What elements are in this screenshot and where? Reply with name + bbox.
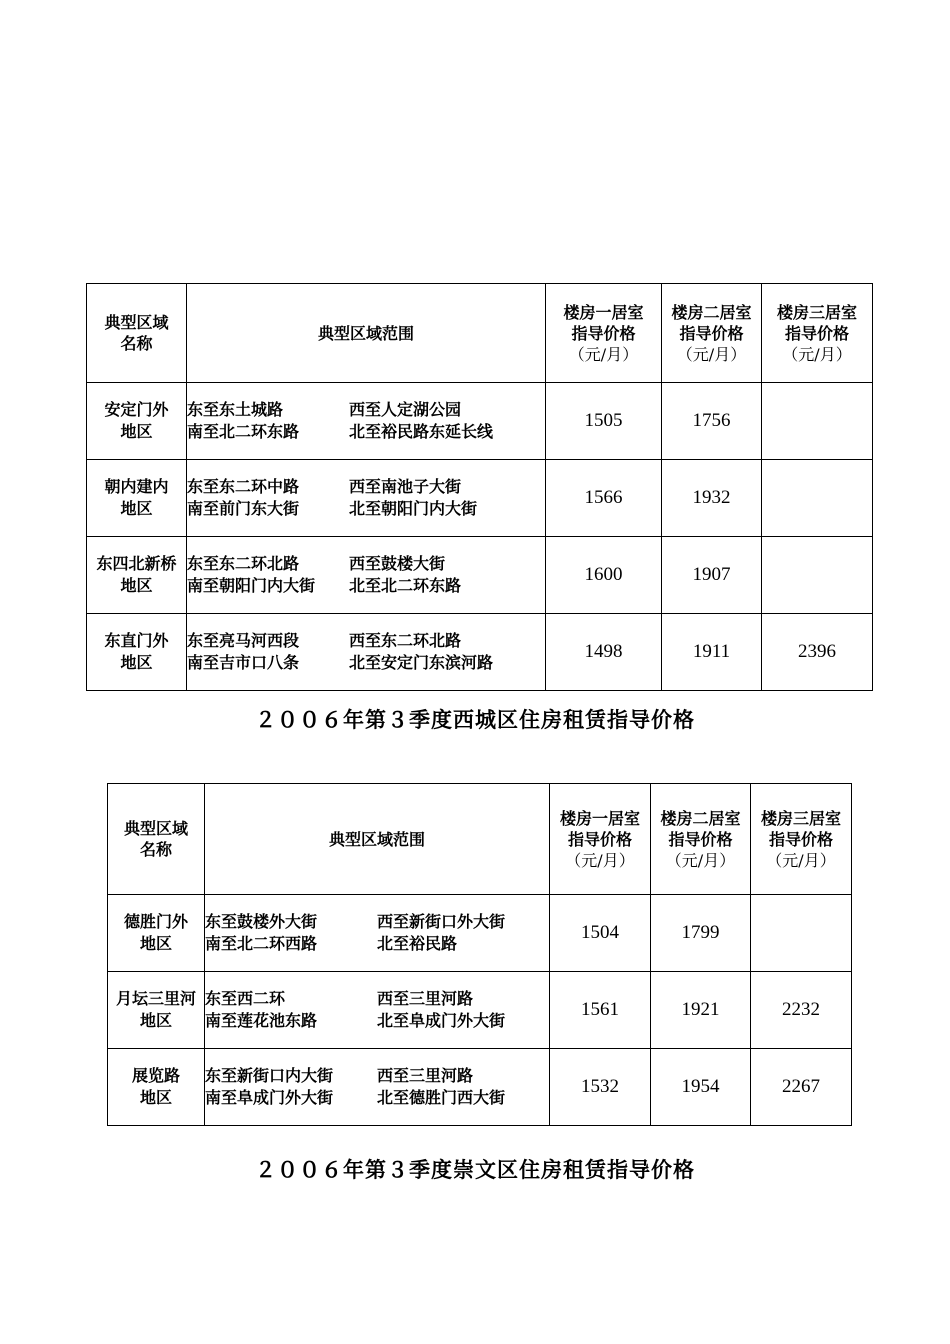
table-row xyxy=(87,460,873,537)
area-name: 展览路 地区 xyxy=(108,1049,205,1126)
header-three-room-price: 楼房三居室 指导价格 （元/月） xyxy=(751,784,852,895)
area-name: 东直门外 地区 xyxy=(87,614,187,691)
area-range: 东至东二环中路 西至南池子大街 南至前门东大街 北至朝阳门内大街 xyxy=(187,460,546,537)
table-row xyxy=(108,972,852,1049)
table-row xyxy=(108,1049,852,1126)
header-one-room-price: 楼房一居室 指导价格 （元/月） xyxy=(546,284,662,383)
table-row xyxy=(87,537,873,614)
rental-price-table-1 xyxy=(86,283,873,691)
table-row xyxy=(87,383,873,460)
rental-price-table-2 xyxy=(107,783,852,1126)
area-range: 东至鼓楼外大街 西至新街口外大街 南至北二环西路 北至裕民路 xyxy=(205,895,550,972)
header-area-range: 典型区域范围 xyxy=(187,284,546,383)
header-two-room-price: 楼房二居室 指导价格 （元/月） xyxy=(662,284,762,383)
three-room-price xyxy=(762,383,873,460)
three-room-price: 2232 xyxy=(751,972,852,1049)
two-room-price: 1799 xyxy=(651,895,751,972)
area-name: 德胜门外 地区 xyxy=(108,895,205,972)
two-room-price: 1756 xyxy=(662,383,762,460)
area-range: 东至亮马河西段 西至东二环北路 南至吉市口八条 北至安定门东滨河路 xyxy=(187,614,546,691)
two-room-price: 1921 xyxy=(651,972,751,1049)
one-room-price: 1532 xyxy=(550,1049,651,1126)
one-room-price: 1566 xyxy=(546,460,662,537)
area-name: 东四北新桥 地区 xyxy=(87,537,187,614)
area-range: 东至西二环 西至三里河路 南至莲花池东路 北至阜成门外大街 xyxy=(205,972,550,1049)
area-name: 朝内建内 地区 xyxy=(87,460,187,537)
two-room-price: 1954 xyxy=(651,1049,751,1126)
header-three-room-price: 楼房三居室 指导价格 （元/月） xyxy=(762,284,873,383)
header-one-room-price: 楼房一居室 指导价格 （元/月） xyxy=(550,784,651,895)
area-name: 安定门外 地区 xyxy=(87,383,187,460)
one-room-price: 1498 xyxy=(546,614,662,691)
three-room-price: 2396 xyxy=(762,614,873,691)
header-area-name: 典型区域 名称 xyxy=(108,784,205,895)
table-row xyxy=(108,895,852,972)
two-room-price: 1907 xyxy=(662,537,762,614)
area-range: 东至新街口内大街 西至三里河路 南至阜成门外大街 北至德胜门西大街 xyxy=(205,1049,550,1126)
one-room-price: 1600 xyxy=(546,537,662,614)
three-room-price xyxy=(762,460,873,537)
section-title-xicheng: ２００６年第３季度西城区住房租赁指导价格 xyxy=(255,707,695,732)
area-range: 东至东土城路 西至人定湖公园 南至北二环东路 北至裕民路东延长线 xyxy=(187,383,546,460)
header-area-name: 典型区域 名称 xyxy=(87,284,187,383)
one-room-price: 1505 xyxy=(546,383,662,460)
three-room-price xyxy=(762,537,873,614)
header-two-room-price: 楼房二居室 指导价格 （元/月） xyxy=(651,784,751,895)
table-header-row xyxy=(87,284,873,383)
table-header-row xyxy=(108,784,852,895)
section-title-chongwen: ２００６年第３季度崇文区住房租赁指导价格 xyxy=(255,1157,695,1182)
three-room-price xyxy=(751,895,852,972)
three-room-price: 2267 xyxy=(751,1049,852,1126)
two-room-price: 1911 xyxy=(662,614,762,691)
header-area-range: 典型区域范围 xyxy=(205,784,550,895)
one-room-price: 1504 xyxy=(550,895,651,972)
area-range: 东至东二环北路 西至鼓楼大街 南至朝阳门内大街 北至北二环东路 xyxy=(187,537,546,614)
two-room-price: 1932 xyxy=(662,460,762,537)
table-row xyxy=(87,614,873,691)
area-name: 月坛三里河 地区 xyxy=(108,972,205,1049)
one-room-price: 1561 xyxy=(550,972,651,1049)
